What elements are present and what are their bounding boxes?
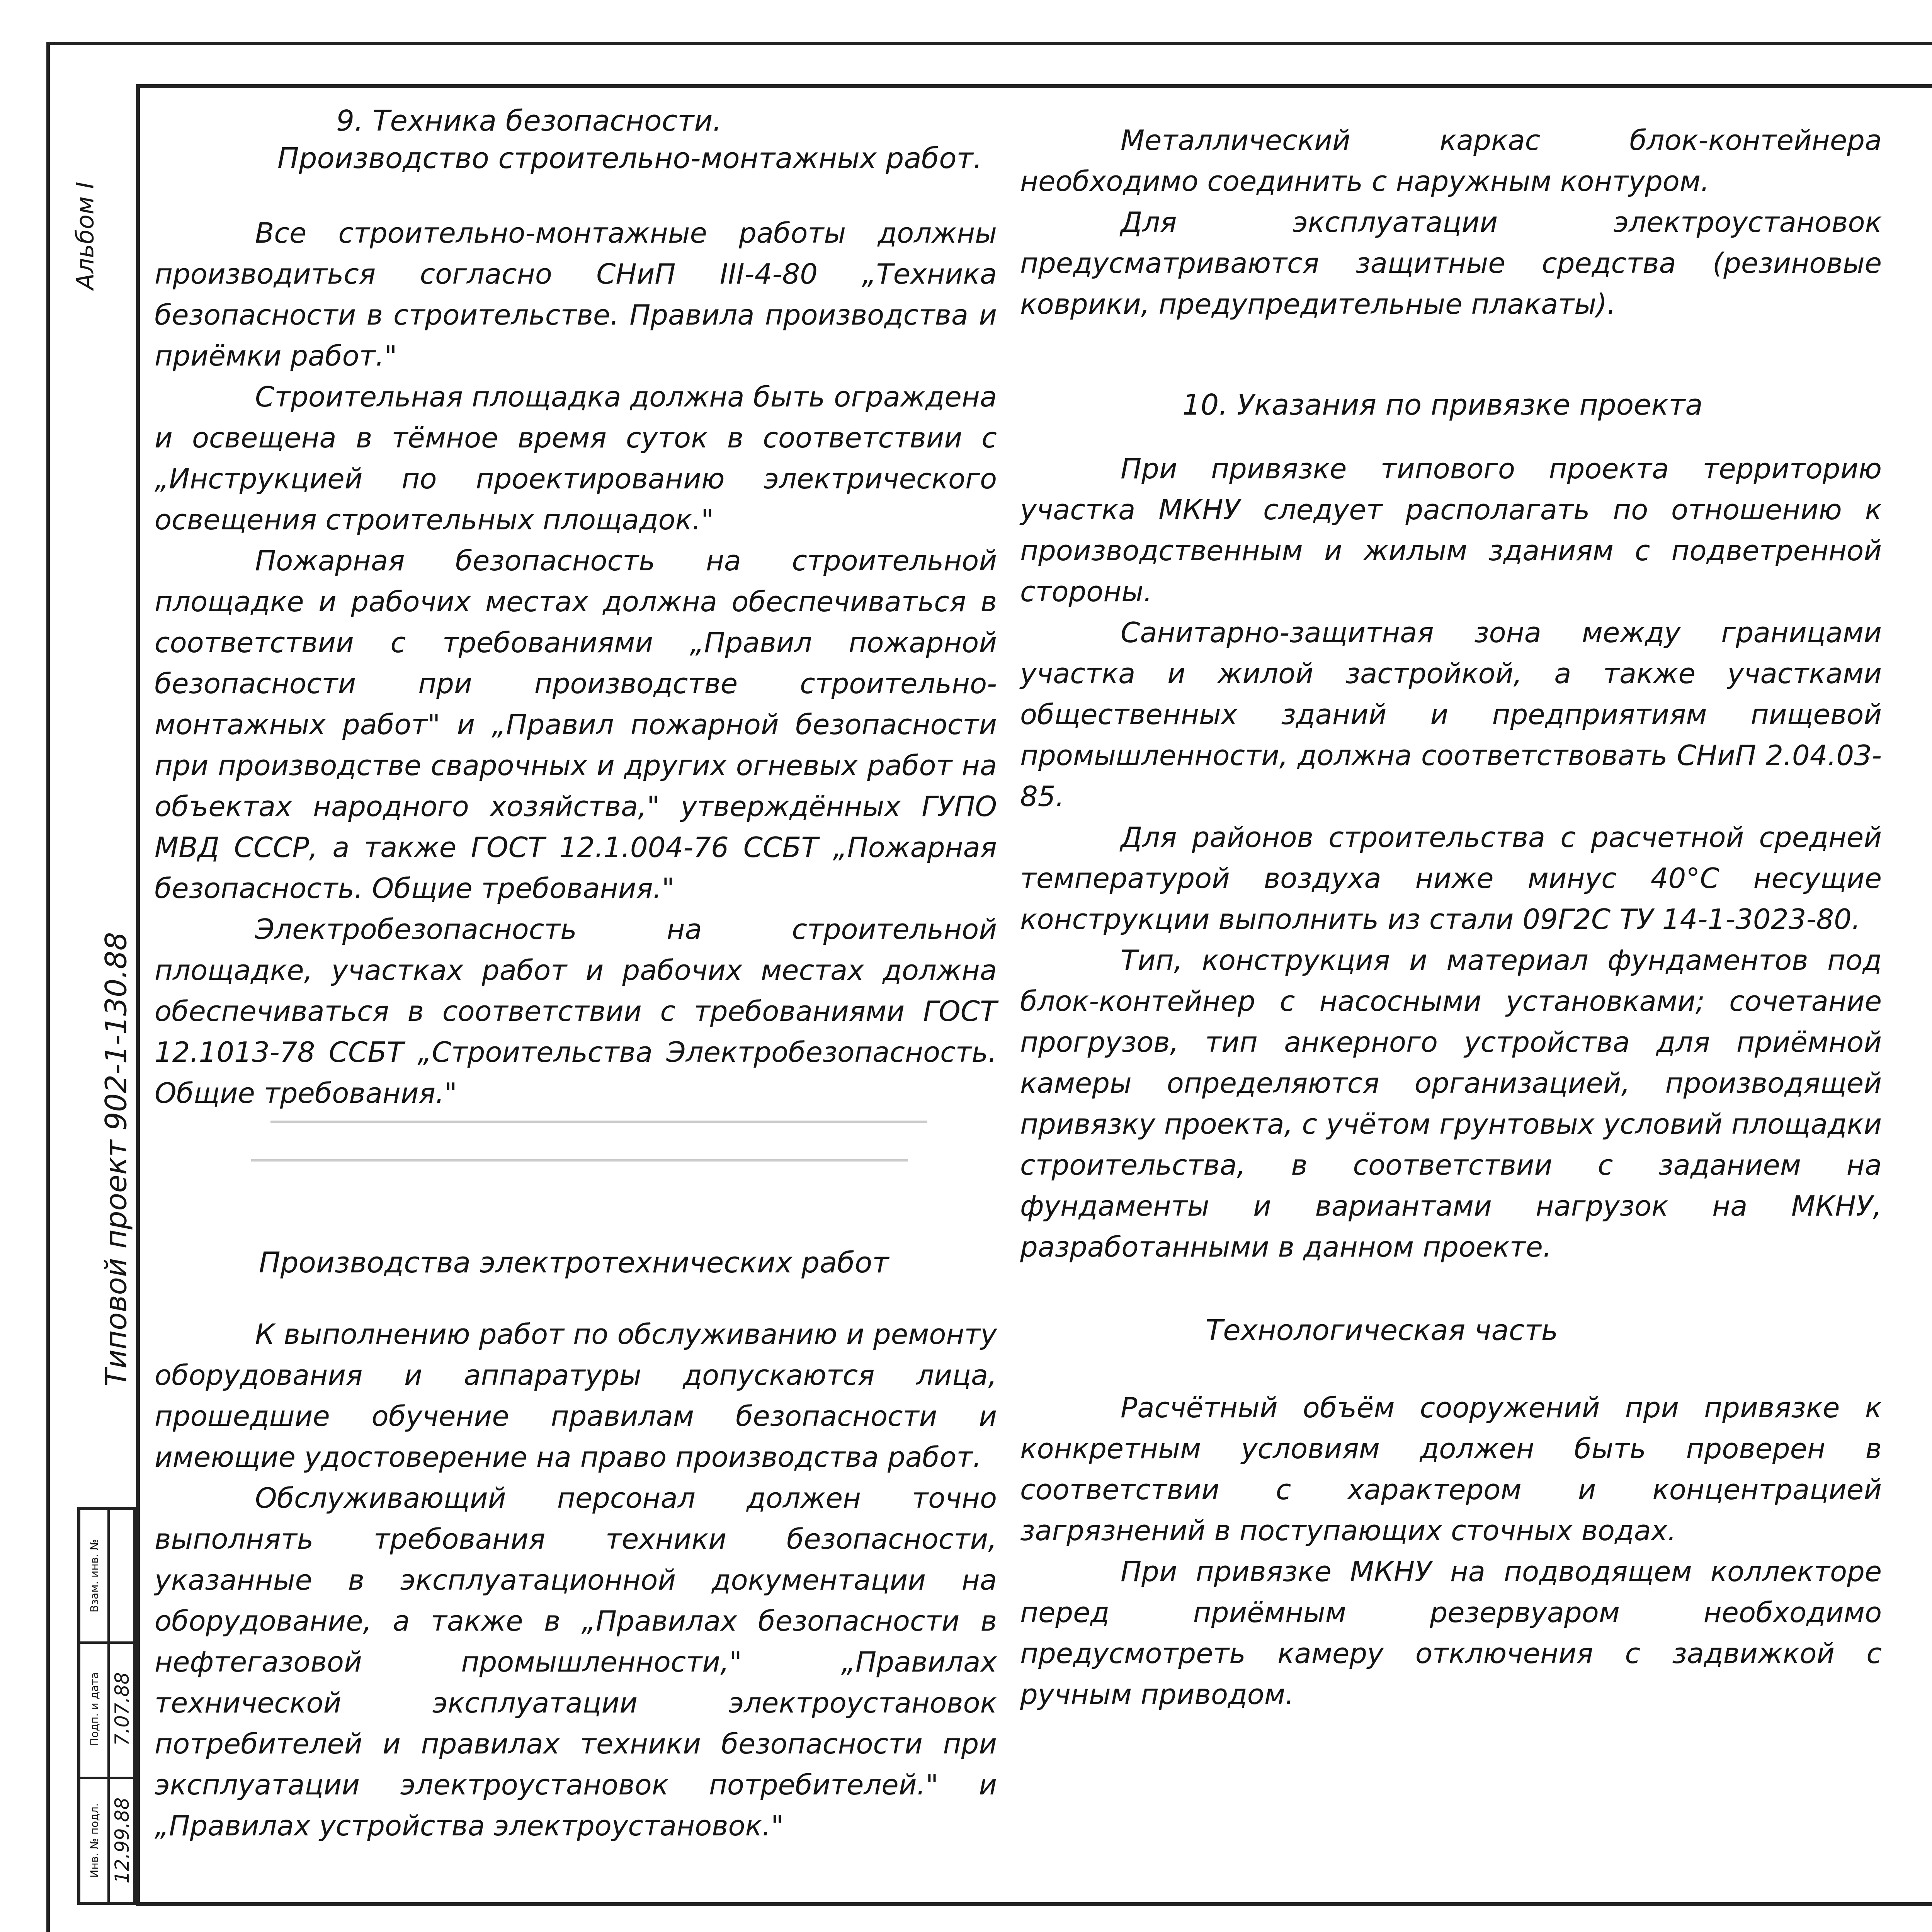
section10-title: 10. Указания по привязке проекта: [1182, 388, 1703, 422]
paragraph: При привязке типового проекта территорию участка МКНУ следует располагать по отношению к производственным и жилым зданиям с подветренной стороны.: [1020, 452, 1882, 608]
project-label: Типовой проект 902-1-130.88: [99, 932, 133, 1387]
stamp-divider: [80, 1777, 133, 1779]
right-body-2: [1020, 448, 1882, 1267]
paragraph: Строительная площадка должна быть ограждена и освещена в тёмное время суток в соответствии с „Инструкцией по проектированию электрического освещения строительных площадок.": [155, 381, 997, 536]
paragraph: Тип, конструкция и материал фундаментов под блок-контейнер с насосными установками; сочетание прогрузов, тип анкерного устройства для приёмной камеры определяются организацией, производящей привязку проекта, с учётом грунтовых условий площадки строительства, в соответствии с заданием на фундаменты и вариантами нагрузок на МКНУ, разработанными в данном проекте.: [1020, 944, 1882, 1263]
stamp-label-replace: Взам. инв. №: [88, 1539, 101, 1613]
paragraph: Обслуживающий персонал должен точно выполнять требования техники безопасности, указанные в эксплуатационной документации на оборудование, а также в „Правилах безопасности в нефтегазовой промышленности," „Правилах технической эксплуатации электроустановок потребителей и правилах техники безопасности при эксплуатации электроустановок потребителей." и „Правилах устройства электроустановок.": [155, 1482, 997, 1842]
section-technology-title: Технологическая часть: [1206, 1314, 1558, 1347]
paragraph: Для эксплуатации электроустановок предусматриваются защитные средства (резиновые коврики, предупредительные плакаты).: [1020, 206, 1882, 320]
stamp-value-inv: 12.99.88: [111, 1797, 133, 1884]
approval-stamp: [77, 1507, 136, 1905]
paragraph: При привязке МКНУ на подводящем коллекторе перед приёмным резервуаром необходимо предусмотреть камеру отключения с задвижкой с ручным приводом.: [1020, 1555, 1882, 1711]
stamp-label-sign: Подп. и дата: [88, 1672, 101, 1746]
scan-artifact: [251, 1159, 908, 1162]
album-label: Альбом I: [71, 182, 99, 290]
stamp-value-sign: 7.07.88: [111, 1672, 133, 1746]
left-body-1: [155, 213, 997, 1114]
left-body-2: [155, 1314, 997, 1846]
paragraph: К выполнению работ по обслуживанию и ремонту оборудования и аппаратуры допускаются лица, прошедшие обучение правилам безопасности и имеющие удостоверение на право производства работ.: [155, 1318, 997, 1473]
stamp-label-inv: Инв. № подл.: [88, 1803, 101, 1878]
right-body-3: [1020, 1387, 1882, 1715]
paragraph: Электробезопасность на строительной площадке, участках работ и рабочих местах должна обеспечиваться в соответствии с требованиями ГОСТ 12.1013-78 ССБТ „Строительства Электробезопасность. Общие требования.": [155, 913, 997, 1109]
section9-subtitle: Производство строительно-монтажных работ.: [277, 142, 983, 175]
stamp-divider: [80, 1641, 133, 1644]
section-electrical-title: Производства электротехнических работ: [259, 1246, 889, 1279]
right-body-1: [1020, 120, 1882, 325]
section9-title: 9. Техника безопасности.: [336, 104, 722, 138]
paragraph: Пожарная безопасность на строительной площадке и рабочих местах должна обеспечиваться в соответствии с требованиями „Правил пожарной безопасности при производстве строительно-монтажных работ" и „Правил пожарной безопасности при производстве сварочных и других огневых работ на объектах народного хозяйства," утверждённых ГУПО МВД СССР, а также ГОСТ 12.1.004-76 ССБТ „Пожарная безопасность. Общие требования.": [155, 544, 997, 905]
paragraph: Расчётный объём сооружений при привязке к конкретным условиям должен быть проверен в соответствии с характером и концентрацией загрязнений в поступающих сточных водах.: [1020, 1391, 1882, 1547]
paragraph: Металлический каркас блок-контейнера необходимо соединить с наружным контуром.: [1020, 124, 1882, 197]
paragraph: Санитарно-защитная зона между границами участка и жилой застройкой, а также участками общественных зданий и предприятиям пищевой промышленности, должна соответствовать СНиП 2.04.03-85.: [1020, 616, 1882, 813]
paragraph: Все строительно-монтажные работы должны производиться согласно СНиП III-4-80 „Техника безопасности в строительстве. Правила производства и приёмки работ.": [155, 217, 997, 372]
scan-artifact: [270, 1121, 927, 1123]
paragraph: Для районов строительства с расчетной средней температурой воздуха ниже минус 40°С несущие конструкции выполнить из стали 09Г2С ТУ 14-1-3023-80.: [1020, 821, 1882, 935]
